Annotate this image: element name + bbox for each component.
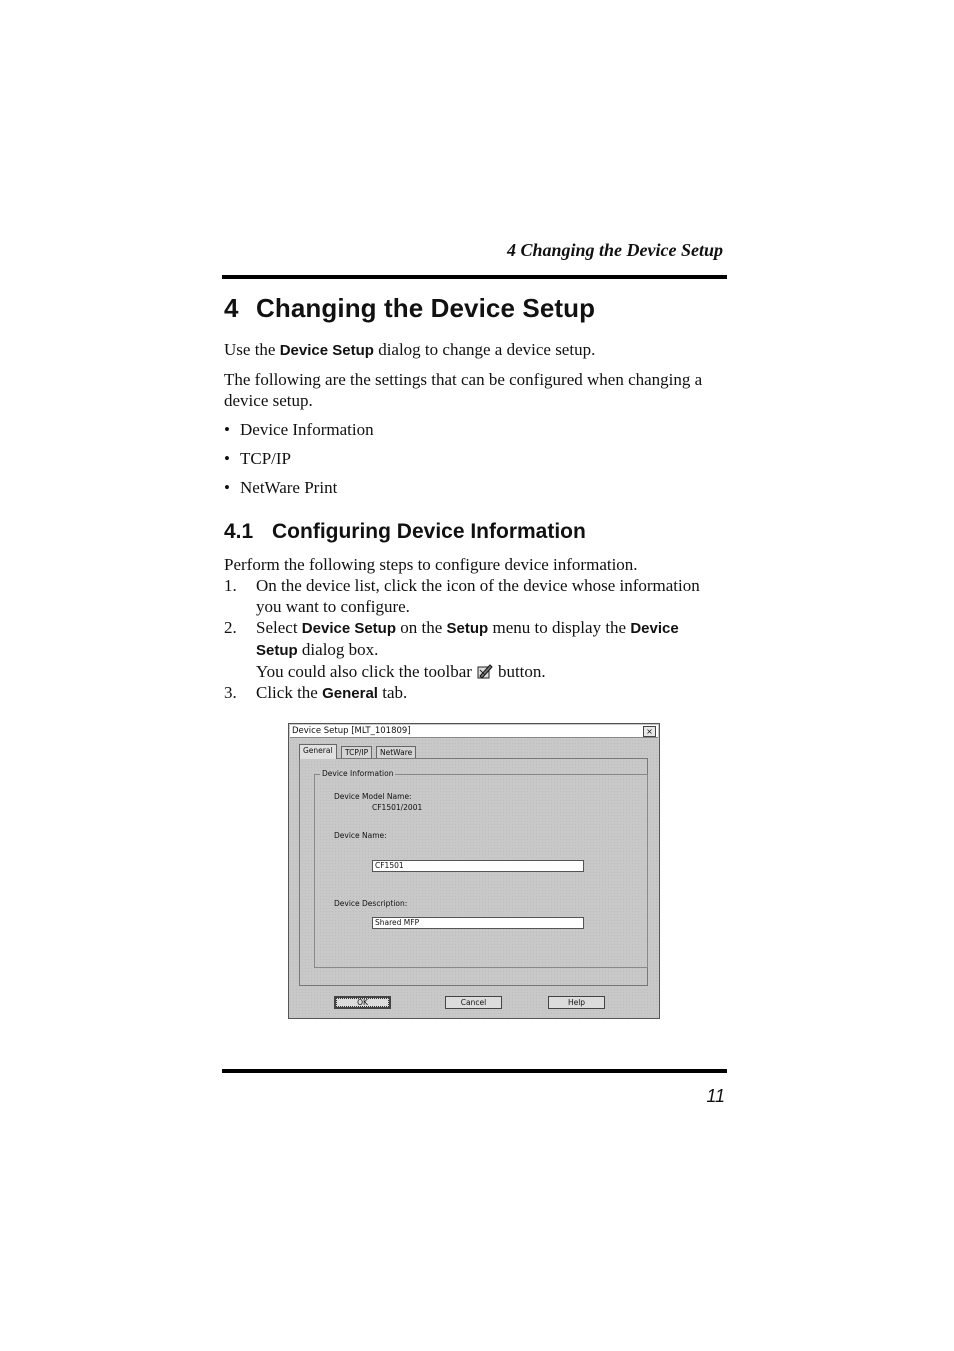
settings-list xyxy=(224,419,724,498)
close-icon[interactable]: × xyxy=(643,726,656,737)
device-information-group xyxy=(314,769,648,968)
bullet: • xyxy=(224,449,230,468)
tab-tcpip[interactable]: TCP/IP xyxy=(341,746,372,758)
list-item xyxy=(224,477,724,498)
footer-rule xyxy=(222,1069,727,1073)
chapter-title: Changing the Device Setup xyxy=(256,293,596,323)
list-item xyxy=(224,419,724,440)
step-text: menu to display the xyxy=(488,618,631,637)
header-rule xyxy=(222,275,727,279)
model-name-value: CF1501/2001 xyxy=(372,803,423,812)
device-setup-toolbar-icon xyxy=(476,663,494,680)
device-description-input[interactable]: Shared MFP xyxy=(372,917,584,929)
steps-intro: Perform the following steps to configure device information. xyxy=(224,555,638,574)
step-text: dialog box. xyxy=(297,640,379,659)
bold-term: General xyxy=(322,685,378,702)
list-item-text: NetWare Print xyxy=(240,478,338,497)
device-setup-dialog xyxy=(288,723,660,1019)
step-text: Click the xyxy=(256,683,323,702)
bullet: • xyxy=(224,478,230,497)
bold-term: Device Setup xyxy=(256,620,679,659)
tab-general[interactable]: General xyxy=(299,744,337,759)
dialog-title: Device Setup [MLT_101809] xyxy=(292,726,411,736)
intro-text: Use the xyxy=(224,340,280,359)
general-tab-panel xyxy=(299,758,648,986)
section-title: Configuring Device Information xyxy=(272,520,586,543)
intro-bold-term: Device Setup xyxy=(279,342,374,359)
step-1 xyxy=(224,575,724,617)
list-item xyxy=(224,448,724,469)
step-subtext: You could also click the toolbar xyxy=(256,662,472,681)
step-text: on the xyxy=(396,618,447,637)
cancel-button[interactable]: Cancel xyxy=(445,996,502,1009)
dialog-titlebar xyxy=(290,725,658,738)
ok-button[interactable]: OK xyxy=(334,996,391,1009)
step-text: tab. xyxy=(377,683,408,702)
step-text: On the device list, click the icon of the device whose information you want to configure. xyxy=(256,576,700,616)
step-number: 2. xyxy=(224,618,237,637)
device-name-label: Device Name: xyxy=(334,831,387,840)
bullet: • xyxy=(224,420,230,439)
step-3 xyxy=(224,682,724,704)
chapter-heading xyxy=(224,290,724,326)
device-name-input[interactable]: CF1501 xyxy=(372,860,584,872)
bold-term: Device Setup xyxy=(301,620,397,637)
step-2 xyxy=(224,617,724,682)
tab-netware[interactable]: NetWare xyxy=(376,746,416,758)
step-number: 1. xyxy=(224,576,237,595)
group-label: Device Information xyxy=(322,769,394,778)
intro-paragraph-2: The following are the settings that can be configured when changing a device setup. xyxy=(224,370,703,410)
step-subtext-end: button. xyxy=(497,662,546,681)
help-button[interactable]: Help xyxy=(548,996,605,1009)
bold-term: Setup xyxy=(446,620,489,637)
step-text: Select xyxy=(256,618,302,637)
steps-list xyxy=(224,575,724,704)
list-item-text: Device Information xyxy=(240,420,374,439)
page-content xyxy=(224,290,724,704)
section-number: 4.1 xyxy=(224,520,254,543)
intro-text-end: dialog to change a device setup. xyxy=(373,340,596,359)
list-item-text: TCP/IP xyxy=(240,449,292,468)
section-heading xyxy=(224,518,724,546)
device-description-label: Device Description: xyxy=(334,899,408,908)
intro-paragraph-1 xyxy=(224,339,724,361)
running-header: 4 Changing the Device Setup xyxy=(506,240,723,260)
chapter-number: 4 xyxy=(224,293,239,323)
model-name-label: Device Model Name: xyxy=(334,792,412,801)
page-number: 11 xyxy=(706,1086,725,1106)
step-number: 3. xyxy=(224,683,237,702)
